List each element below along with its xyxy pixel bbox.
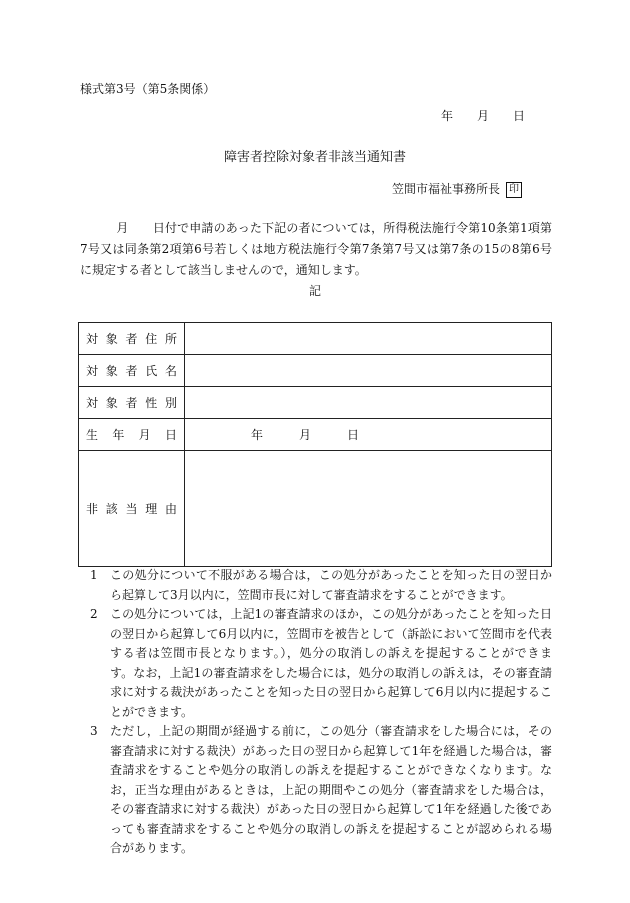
- issuer-name: 笠間市福祉事務所長: [392, 182, 501, 196]
- dob-year: 年: [251, 428, 264, 442]
- sex-label: 対象者性別: [79, 387, 185, 419]
- dob-day: 日: [347, 428, 360, 442]
- table-row: [79, 323, 552, 355]
- address-label: 対象者住所: [79, 323, 185, 355]
- date-month: 月: [477, 109, 490, 123]
- form-number: 様式第3号（第5条関係）: [80, 82, 216, 96]
- subject-info-table: [78, 322, 552, 567]
- issuer: [392, 180, 522, 198]
- note-text: ただし，上記の期間が経過する前に，この処分（審査請求をした場合には，その審査請求に対する裁決）があった日の翌日から起算して1年を経過した場合は，審査請求をすることや処分の取消しの訴えを提起することができなくなります。なお，正当な理由があるときは，上記の期間やこの処分（審査請求をした場合は，その審査請求に対する裁決）があった日の翌日から起算して1年を経過した後であっても審査請求をすることや処分の取消しの訴えを提起することが認められる場合があります。: [110, 724, 552, 855]
- address-value: [185, 323, 552, 355]
- date-year: 年: [441, 109, 454, 123]
- notes-list: [80, 566, 552, 859]
- reason-label: 非該当理由: [79, 451, 185, 567]
- name-value: [185, 355, 552, 387]
- note-text: この処分について不服がある場合は，この処分があったことを知った日の翌日から起算して3月以内に，笠間市長に対して審査請求をすることができます。: [110, 568, 552, 602]
- table-row: [79, 387, 552, 419]
- dob-month: 月: [299, 428, 312, 442]
- table-row: [79, 419, 552, 451]
- issue-date: [441, 107, 525, 124]
- note-item: [80, 605, 552, 722]
- date-day: 日: [513, 109, 526, 123]
- note-item: [80, 722, 552, 859]
- dob-value: [185, 419, 552, 451]
- table-row: [79, 355, 552, 387]
- note-number: 3: [90, 724, 98, 738]
- seal-icon: 印: [506, 182, 522, 198]
- notice-body: 月 日付で申請のあった下記の者については，所得税法施行令第10条第1項第7号又は同条第2項第6号若しくは地方税法施行令第7条第7号又は第7条の15の8第6号に規定する者として該当しませんので，通知します。: [80, 221, 552, 277]
- document-title: 障害者控除対象者非該当通知書: [223, 150, 406, 165]
- note-number: 1: [90, 568, 98, 582]
- reason-value: [185, 451, 552, 567]
- dob-label: 生年月日: [79, 419, 185, 451]
- sex-value: [185, 387, 552, 419]
- name-label: 対象者氏名: [79, 355, 185, 387]
- note-item: [80, 566, 552, 605]
- note-text: この処分については，上記1の審査請求のほか，この処分があったことを知った日の翌日から起算して6月以内に，笠間市を被告として（訴訟において笠間市を代表する者は笠間市長となります。），処分の取消しの訴えを提起することができます。なお，上記1の審査請求をした場合には，処分の取消しの訴えは，その審査請求に対する裁決があったことを知った日の翌日から起算して6月以内に提起することができます。: [110, 607, 552, 719]
- table-row: [79, 451, 552, 567]
- ki-heading: 記: [308, 284, 321, 298]
- note-number: 2: [90, 607, 98, 621]
